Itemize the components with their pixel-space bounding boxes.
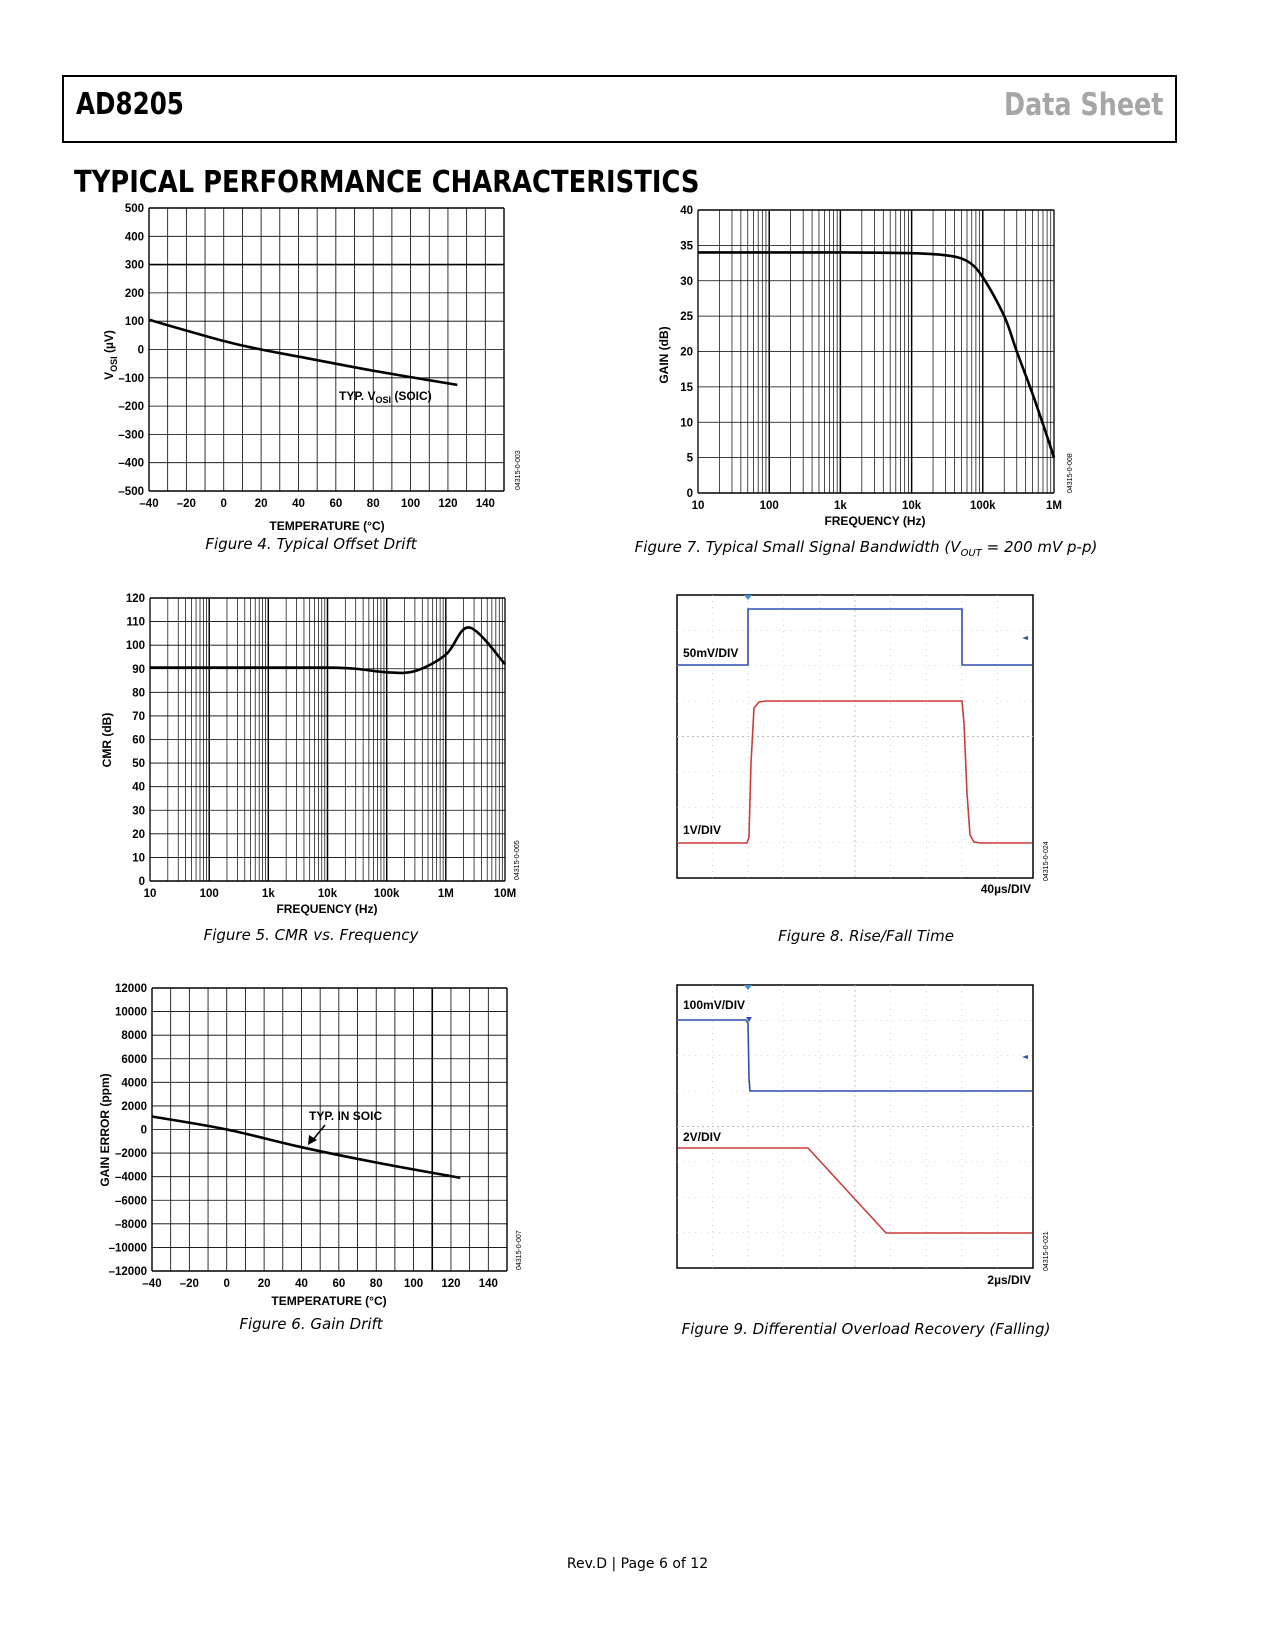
fig5-grid <box>150 598 505 881</box>
fig5-xtick-label: 10k <box>317 888 338 900</box>
fig7-xtick-label: 10 <box>691 500 705 512</box>
fig5-xtick-label: 100 <box>199 888 219 900</box>
fig4-xtick-label: 100 <box>400 498 421 510</box>
fig5-ytick-label: 70 <box>132 710 145 723</box>
fig4-ytick-label: –400 <box>118 457 144 470</box>
fig4-xtick-label: –40 <box>139 498 159 510</box>
fig7-caption: Figure 7. Typical Small Signal Bandwidth ($V_{OUT} = 200$ mV p-p) <box>634 538 1098 559</box>
fig7-ylabel: GAIN (dB) <box>657 326 671 384</box>
fig4-xtick-label: 20 <box>254 498 268 510</box>
fig4-caption: Figure 4. Typical Offset Drift <box>205 535 417 553</box>
figure-9 <box>676 983 1076 1303</box>
fig7-xtick-label: 1M <box>1046 500 1062 512</box>
figure-4 <box>95 205 555 550</box>
fig5-xtick-label: 10 <box>143 888 157 900</box>
fig4-xtick-label: –20 <box>176 498 196 510</box>
fig5-ytick-label: 120 <box>125 593 145 605</box>
fig5-ytick-label: 90 <box>132 663 145 676</box>
fig6-caption: Figure 6. Gain Drift <box>239 1315 383 1333</box>
part-number: AD8205 <box>76 87 184 122</box>
fig6-ytick-label: 6000 <box>121 1053 147 1066</box>
fig7-xlabel: FREQUENCY (Hz) <box>824 514 926 528</box>
fig6-xtick-label: –40 <box>142 1278 162 1290</box>
fig4-xlabel: TEMPERATURE (°C) <box>269 519 385 533</box>
fig5-xtick-label: 100k <box>373 888 400 900</box>
fig4-ytick-label: 300 <box>124 259 144 272</box>
fig6-ytick-label: –8000 <box>115 1218 147 1231</box>
fig6-ytick-label: –12000 <box>108 1266 147 1278</box>
fig7-chart <box>655 205 1115 550</box>
fig5-ytick-label: 10 <box>132 852 145 865</box>
fig8-time-scale: 40µs/DIV <box>980 882 1031 896</box>
fig6-ytick-label: –10000 <box>108 1242 147 1255</box>
fig6-xtick-label: 20 <box>257 1278 271 1290</box>
fig6-ylabel: GAIN ERROR (ppm) <box>98 1073 112 1187</box>
fig5-xtick-label: 1M <box>437 888 454 900</box>
fig4-ytick-label: –100 <box>118 372 144 385</box>
fig6-ytick-label: 8000 <box>121 1030 147 1043</box>
fig6-ytick-label: –2000 <box>115 1148 147 1161</box>
fig9-ch2-scale: 2V/DIV <box>683 1130 722 1144</box>
fig6-chart <box>95 985 555 1325</box>
fig4-ylabel: $V_{OSI}$ (µV) <box>102 330 119 380</box>
figure-5 <box>95 595 555 935</box>
fig7-ytick-label: 0 <box>686 488 693 500</box>
fig7-code: 04315-0-008 <box>1067 453 1074 493</box>
fig4-xtick-label: 120 <box>438 498 458 510</box>
fig4-xtick-label: 80 <box>366 498 380 510</box>
fig6-xtick-label: 0 <box>223 1278 230 1290</box>
page-header <box>62 75 1177 143</box>
fig5-ytick-label: 110 <box>126 616 145 629</box>
fig7-ytick-label: 35 <box>680 240 693 253</box>
fig8-code: 04315-0-024 <box>1043 841 1050 881</box>
fig4-ytick-label: 200 <box>124 287 144 300</box>
fig4-series-line-0 <box>149 320 457 385</box>
fig4-ytick-label: 500 <box>124 203 144 215</box>
fig7-ytick-label: 5 <box>686 452 693 465</box>
fig7-ytick-label: 10 <box>680 417 693 430</box>
fig5-caption: Figure 5. CMR vs. Frequency <box>203 926 419 944</box>
fig9-code: 04315-0-021 <box>1043 1231 1050 1271</box>
page-footer: Rev.D | Page 6 of 12 <box>566 1556 709 1572</box>
fig4-ytick-label: –500 <box>118 486 144 498</box>
fig7-ytick-label: 15 <box>680 381 693 394</box>
fig4-ytick-label: –200 <box>118 401 144 414</box>
fig7-ytick-label: 20 <box>680 346 693 359</box>
fig8-ch2-scale: 1V/DIV <box>683 823 722 837</box>
fig6-xtick-label: 120 <box>441 1278 461 1290</box>
fig8-caption: Figure 8. Rise/Fall Time <box>778 927 954 945</box>
fig5-chart <box>95 595 555 935</box>
fig7-xtick-label: 1k <box>834 500 847 512</box>
fig5-ytick-label: 40 <box>132 781 145 794</box>
fig5-ytick-label: 80 <box>132 687 145 700</box>
fig5-ytick-label: 50 <box>132 758 145 771</box>
fig4-xtick-label: 60 <box>329 498 343 510</box>
fig4-ytick-label: 100 <box>124 316 144 329</box>
fig4-ytick-label: –300 <box>118 429 144 442</box>
fig5-ytick-label: 0 <box>138 876 145 888</box>
fig7-ytick-label: 25 <box>680 311 693 324</box>
fig5-code: 04315-0-005 <box>514 840 521 880</box>
fig7-xtick-label: 100 <box>759 500 779 512</box>
fig7-xtick-label: 100k <box>970 500 996 512</box>
fig5-ytick-label: 100 <box>125 640 145 653</box>
fig6-ytick-label: 2000 <box>121 1100 147 1113</box>
fig4-xtick-label: 40 <box>292 498 305 510</box>
fig6-xtick-label: 140 <box>478 1278 498 1290</box>
fig6-xtick-label: 40 <box>295 1278 308 1290</box>
fig5-ylabel: CMR (dB) <box>100 712 114 768</box>
fig9-ch1-scale: 100mV/DIV <box>683 998 746 1012</box>
fig4-xtick-label: 0 <box>220 498 227 510</box>
fig7-xtick-label: 10k <box>902 500 922 512</box>
fig6-ytick-label: 12000 <box>115 983 147 995</box>
figure-8 <box>676 593 1076 913</box>
fig6-xtick-label: 80 <box>369 1278 383 1290</box>
fig6-code: 04315-0-007 <box>516 1230 523 1270</box>
fig4-ytick-label: 0 <box>137 344 144 357</box>
fig7-series-line-0 <box>698 252 1054 457</box>
fig6-series-line-0 <box>152 1117 460 1178</box>
fig8-scope <box>676 593 1076 913</box>
fig5-xtick-label: 1k <box>261 888 275 900</box>
fig6-ytick-label: 0 <box>140 1124 147 1137</box>
fig6-ytick-label: 4000 <box>121 1077 147 1090</box>
fig4-ytick-label: 400 <box>124 231 144 244</box>
fig9-scope <box>676 983 1076 1303</box>
fig5-xtick-label: 10M <box>493 888 517 900</box>
fig6-ytick-label: 10000 <box>115 1006 147 1019</box>
fig7-ytick-label: 30 <box>680 275 693 288</box>
fig5-ytick-label: 20 <box>132 828 145 841</box>
fig6-annotation: TYP. IN SOIC <box>309 1109 383 1123</box>
fig9-caption: Figure 9. Differential Overload Recovery (Falling) <box>681 1320 1051 1338</box>
fig6-ytick-label: –6000 <box>115 1195 147 1208</box>
doc-type-label: Data Sheet <box>1003 87 1163 123</box>
fig4-code: 04315-0-003 <box>515 450 522 490</box>
fig8-ch1-scale: 50mV/DIV <box>683 646 739 660</box>
figure-6 <box>95 985 555 1325</box>
fig5-ytick-label: 30 <box>132 805 145 818</box>
fig6-xlabel: TEMPERATURE (°C) <box>271 1294 387 1308</box>
fig6-grid <box>152 988 507 1271</box>
fig6-xtick-label: 100 <box>403 1278 424 1290</box>
fig6-xtick-label: 60 <box>332 1278 346 1290</box>
fig5-ytick-label: 60 <box>132 734 145 747</box>
fig4-grid <box>149 208 504 491</box>
fig9-time-scale: 2µs/DIV <box>987 1273 1031 1287</box>
fig7-ytick-label: 40 <box>680 205 693 217</box>
figure-7 <box>655 205 1115 550</box>
fig5-xlabel: FREQUENCY (Hz) <box>276 902 378 916</box>
fig4-xtick-label: 140 <box>475 498 495 510</box>
fig4-chart <box>95 205 555 550</box>
section-title: TYPICAL PERFORMANCE CHARACTERISTICS <box>74 165 700 200</box>
fig6-ytick-label: –4000 <box>115 1171 147 1184</box>
fig4-annotation: TYP. $V_{OSI}$ (SOIC) <box>339 389 432 405</box>
fig6-xtick-label: –20 <box>179 1278 199 1290</box>
